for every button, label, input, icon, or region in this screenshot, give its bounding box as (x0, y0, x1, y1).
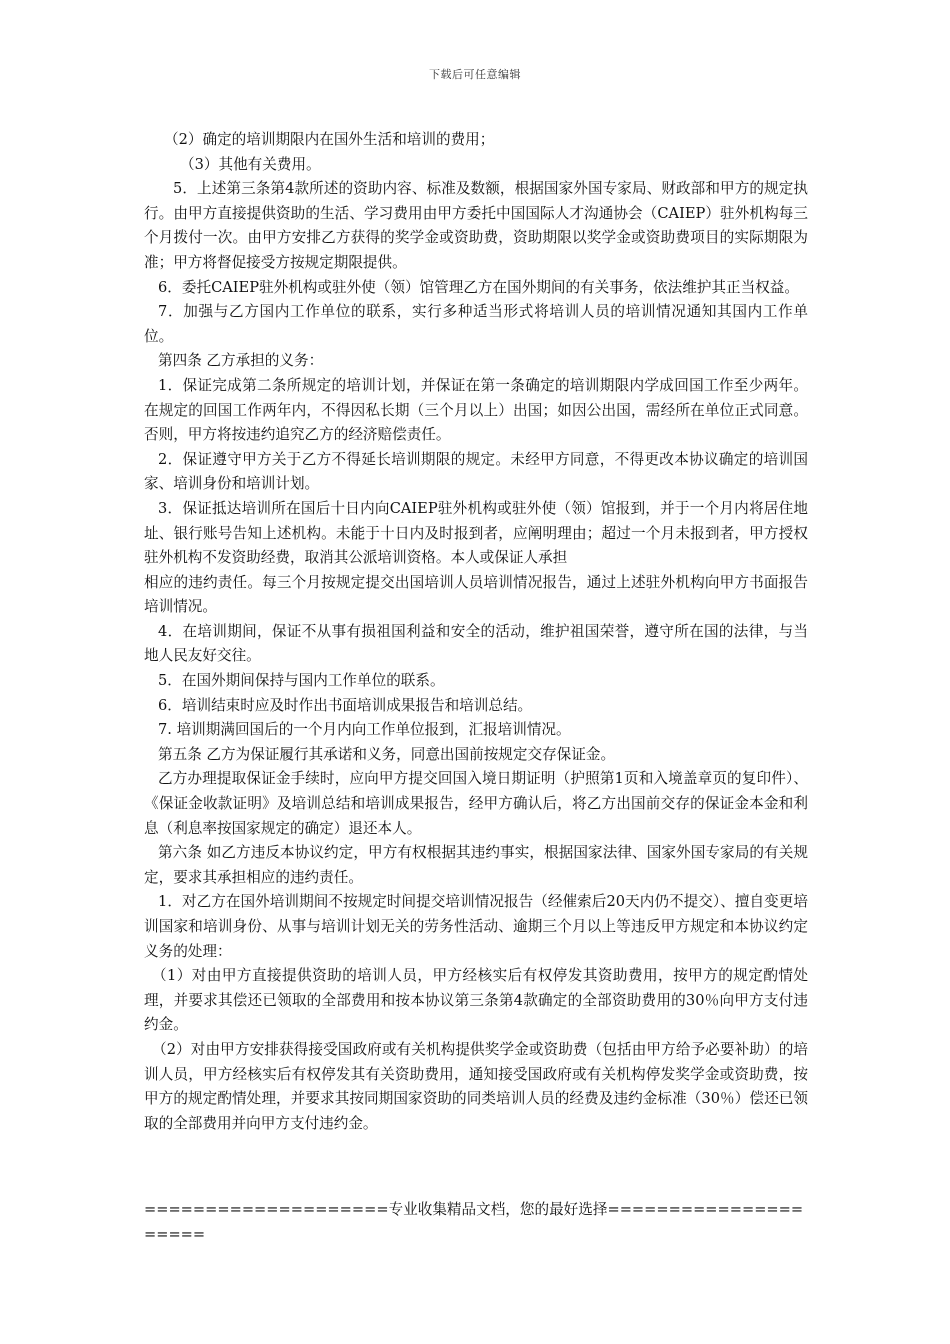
paragraph: （3）其他有关费用。 (180, 155, 321, 173)
header-note: 下载后可任意编辑 (429, 68, 521, 81)
paragraph: （2）对由甲方安排获得接受国政府或有关机构提供奖学金或资助费（包括由甲方给予必要补助）的培训人员，甲方经核实后有权停发其有关资助费用，通知接受国政府或有关机构停发奖学金或资助费，按甲方的规定酌情处理，并要求其按同期国家资助的同类培训人员的经费及违约金标准（30％）偿还已领取的全部费用并向甲方支付违约金。 (144, 1040, 808, 1132)
paragraph: 7．加强与乙方国内工作单位的联系，实行多种适当形式将培训人员的培训情况通知其国内工作单位。 (144, 303, 808, 345)
footer-banner: ====================专业收集精品文档，您的最好选择===================== (144, 1201, 804, 1243)
section-heading: 第四条 乙方承担的义务： (158, 352, 324, 370)
paragraph: 1．对乙方在国外培训期间不按规定时间提交培训情况报告（经催索后20天内仍不提交）、擅自变更培训国家和培训身份、从事与培训计划无关的劳务性活动、逾期三个月以上等违反甲方规定和本协议约定义务的处理： (144, 893, 808, 960)
section-heading: 第五条 乙方为保证履行其承诺和义务，同意出国前按规定交存保证金。 (158, 745, 616, 763)
paragraph: 5．在国外期间保持与国内工作单位的联系。 (158, 672, 445, 690)
paragraph: 1．保证完成第二条所规定的培训计划，并保证在第一条确定的培训期限内学成回国工作至少两年。在规定的回国工作两年内，不得因私长期（三个月以上）出国；如因公出国，需经所在单位正式同意。否则，甲方将按违约追究乙方的经济赔偿责任。 (144, 376, 808, 444)
paragraph: 6．委托CAIEP驻外机构或驻外使（领）馆管理乙方在国外期间的有关事务，依法维护其正当权益。 (158, 278, 799, 296)
paragraph: 乙方办理提取保证金手续时，应向甲方提交回国入境日期证明（护照第1页和入境盖章页的复印件）、《保证金收款证明》及培训总结和培训成果报告，经甲方确认后，将乙方出国前交存的保证金本金和利息（利息率按国家规定的确定）退还本人。 (144, 770, 808, 837)
section-heading: 第六条 如乙方违反本协议约定，甲方有权根据其违约事实，根据国家法律、国家外国专家局的有关规定，要求其承担相应的违约责任。 (144, 844, 808, 886)
paragraph: 6．培训结束时应及时作出书面培训成果报告和培训总结。 (158, 696, 533, 714)
paragraph: 4．在培训期间，保证不从事有损祖国利益和安全的活动，维护祖国荣誉，遵守所在国的法律，与当地人民友好交往。 (144, 622, 808, 665)
paragraph: 3．保证抵达培训所在国后十日内向CAIEP驻外机构或驻外使（领）馆报到，并于一个月内将居住地址、银行账号告知上述机构。未能于十日内及时报到者，应阐明理由；超过一个月未报到者，甲方授权驻外机构不发资助经费，取消其公派培训资格。本人或保证人承担 (144, 499, 808, 567)
paragraph: 2．保证遵守甲方关于乙方不得延长培训期限的规定。未经甲方同意，不得更改本协议确定的培训国家、培训身份和培训计划。 (144, 450, 808, 493)
document-body (144, 128, 808, 1136)
paragraph: 7. 培训期满回国后的一个月内向工作单位报到，汇报培训情况。 (158, 721, 571, 739)
paragraph: 5．上述第三条第4款所述的资助内容、标准及数额，根据国家外国专家局、财政部和甲方的规定执行。由甲方直接提供资助的生活、学习费用由甲方委托中国国际人才沟通协会（CAIEP）驻外机构每三个月拨付一次。由甲方安排乙方获得的奖学金或资助费，资助期限以奖学金或资助费项目的实际期限为准；甲方将督促接受方按规定期限提供。 (144, 180, 808, 271)
paragraph: （2）确定的培训期限内在国外生活和培训的费用； (164, 131, 495, 148)
paragraph: 相应的违约责任。每三个月按规定提交出国培训人员培训情况报告，通过上述驻外机构向甲方书面报告培训情况。 (144, 573, 808, 616)
paragraph: （1）对由甲方直接提供资助的培训人员，甲方经核实后有权停发其资助费用，按甲方的规定酌情处理，并要求其偿还已领取的全部费用和按本协议第三条第4款确定的全部资助费用的30％向甲方支付违约金。 (144, 967, 808, 1034)
